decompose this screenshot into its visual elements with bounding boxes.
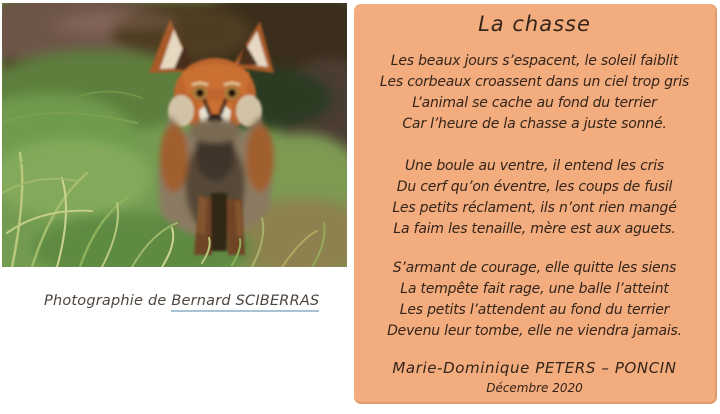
poem-line: Les petits réclament, ils n’ont rien mangé bbox=[392, 200, 677, 216]
poem-card bbox=[354, 4, 717, 404]
poem-date: Décembre 2020 bbox=[486, 381, 583, 395]
fox-photo bbox=[2, 3, 347, 267]
poem-line: Du cerf qu’on éventre, les coups de fusil bbox=[396, 179, 673, 195]
poem-stanza-3 bbox=[354, 258, 715, 342]
poem-line: La tempête fait rage, une balle l’atteint bbox=[400, 281, 669, 297]
poem-line: S’armant de courage, elle quitte les siens bbox=[392, 260, 677, 276]
poem-line: La faim les tenaille, mère est aux aguets. bbox=[393, 221, 676, 237]
photographer-name-link[interactable]: Bernard SCIBERRAS bbox=[171, 293, 319, 312]
fox-photo-illustration bbox=[2, 3, 347, 267]
poem-author: Marie-Dominique PETERS – PONCIN bbox=[392, 359, 677, 377]
poem-line: Car l’heure de la chasse a juste sonné. bbox=[402, 116, 667, 132]
poem-line: Devenu leur tombe, elle ne viendra jamais. bbox=[387, 323, 682, 339]
poem-line: Les beaux jours s’espacent, le soleil faiblit bbox=[390, 53, 679, 69]
poem-line: Les petits l’attendent au fond du terrier bbox=[399, 302, 670, 318]
poem-line: Une boule au ventre, il entend les cris bbox=[404, 158, 664, 174]
poem-line: L’animal se cache au fond du terrier bbox=[412, 95, 657, 111]
poem-stanza-2 bbox=[354, 156, 715, 240]
photo-credit bbox=[44, 293, 334, 309]
poem-line: Les corbeaux croassent dans un ciel trop gris bbox=[379, 74, 690, 90]
poem-title: La chasse bbox=[478, 12, 591, 36]
photo-credit-prefix: Photographie de bbox=[44, 293, 172, 309]
poem-stanza-1 bbox=[354, 51, 715, 135]
